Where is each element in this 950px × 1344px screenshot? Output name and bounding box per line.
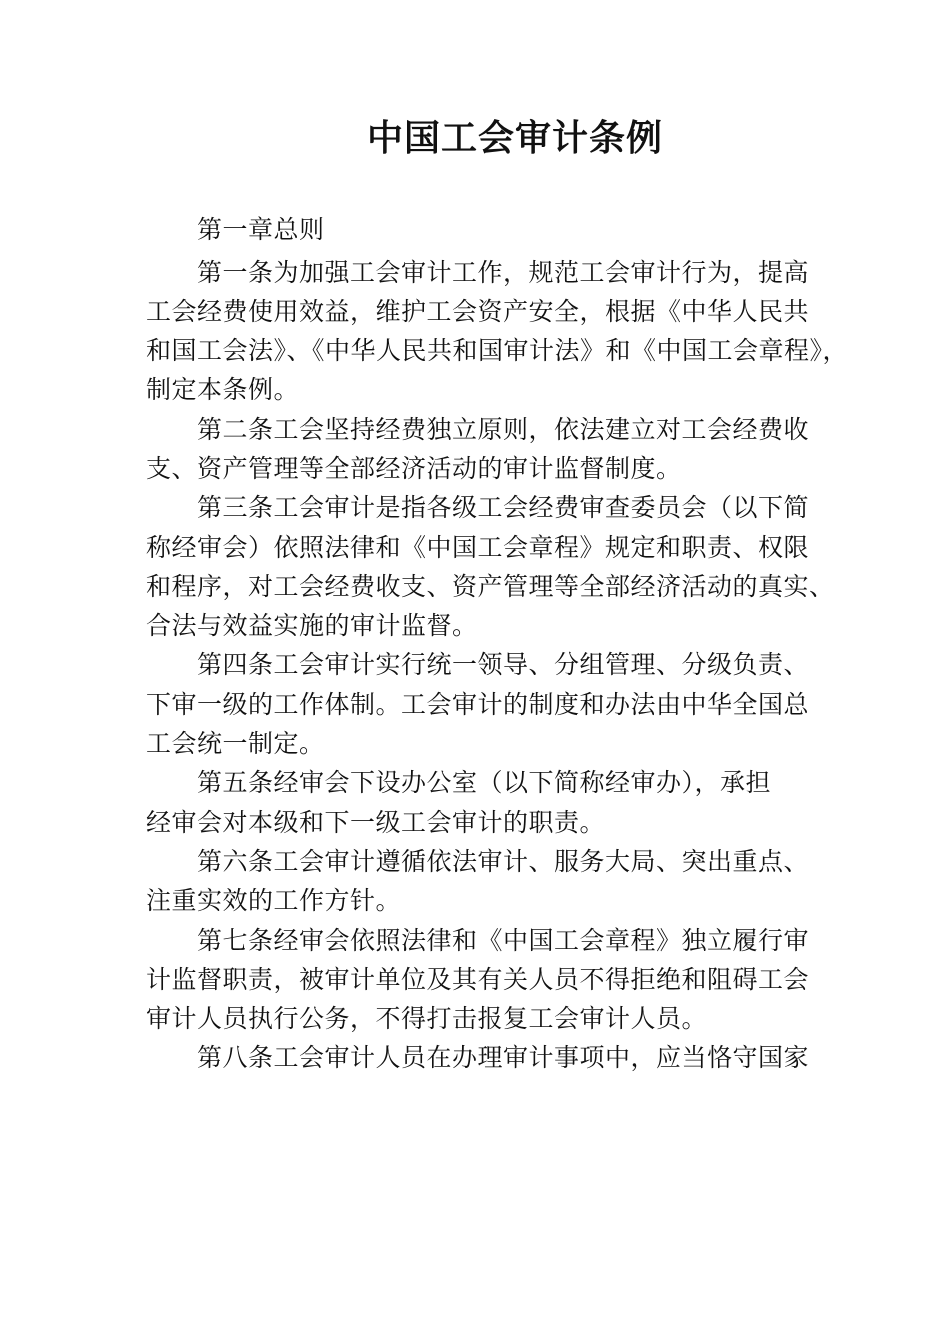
article-3-line-3: 和程序，对工会经费收支、资产管理等全部经济活动的真实、: [146, 572, 835, 601]
article-6-line-2: 注重实效的工作方针。: [146, 886, 402, 915]
article-5-line-1: 第五条经审会下设办公室（以下简称经审办），承担: [197, 768, 772, 797]
document-title: 中国工会审计条例: [366, 117, 663, 159]
article-5-line-2: 经审会对本级和下一级工会审计的职责。: [146, 808, 606, 837]
article-4-line-1: 第四条工会审计实行统一领导、分组管理、分级负责、: [197, 650, 810, 679]
article-3-line-4: 合法与效益实施的审计监督。: [146, 611, 478, 640]
article-4-line-3: 工会统一制定。: [146, 729, 325, 758]
article-4-line-2: 下审一级的工作体制。工会审计的制度和办法由中华全国总: [146, 690, 810, 719]
article-1-line-1: 第一条为加强工会审计工作，规范工会审计行为，提高: [197, 258, 810, 287]
article-6-line-1: 第六条工会审计遵循依法审计、服务大局、突出重点、: [197, 847, 810, 876]
article-8-line-1: 第八条工会审计人员在办理审计事项中，应当恪守国家: [197, 1043, 810, 1072]
article-7-line-1: 第七条经审会依照法律和《中国工会章程》独立履行审: [197, 926, 810, 955]
article-7-line-3: 审计人员执行公务，不得打击报复工会审计人员。: [146, 1004, 708, 1033]
article-1-line-2: 工会经费使用效益，维护工会资产安全，根据《中华人民共: [146, 297, 810, 326]
article-2-line-2: 支、资产管理等全部经济活动的审计监督制度。: [146, 454, 682, 483]
article-3-line-1: 第三条工会审计是指各级工会经费审查委员会（以下简: [197, 493, 810, 522]
article-1-line-3: 和国工会法》、《中华人民共和国审计法》和《中国工会章程》，: [146, 336, 849, 365]
chapter-heading: 第一章总则: [197, 215, 325, 244]
article-1-line-4: 制定本条例。: [146, 375, 300, 404]
article-2-line-1: 第二条工会坚持经费独立原则，依法建立对工会经费收: [197, 415, 810, 444]
article-7-line-2: 计监督职责，被审计单位及其有关人员不得拒绝和阻碍工会: [146, 965, 810, 994]
article-3-line-2: 称经审会）依照法律和《中国工会章程》规定和职责、权限: [146, 533, 810, 562]
